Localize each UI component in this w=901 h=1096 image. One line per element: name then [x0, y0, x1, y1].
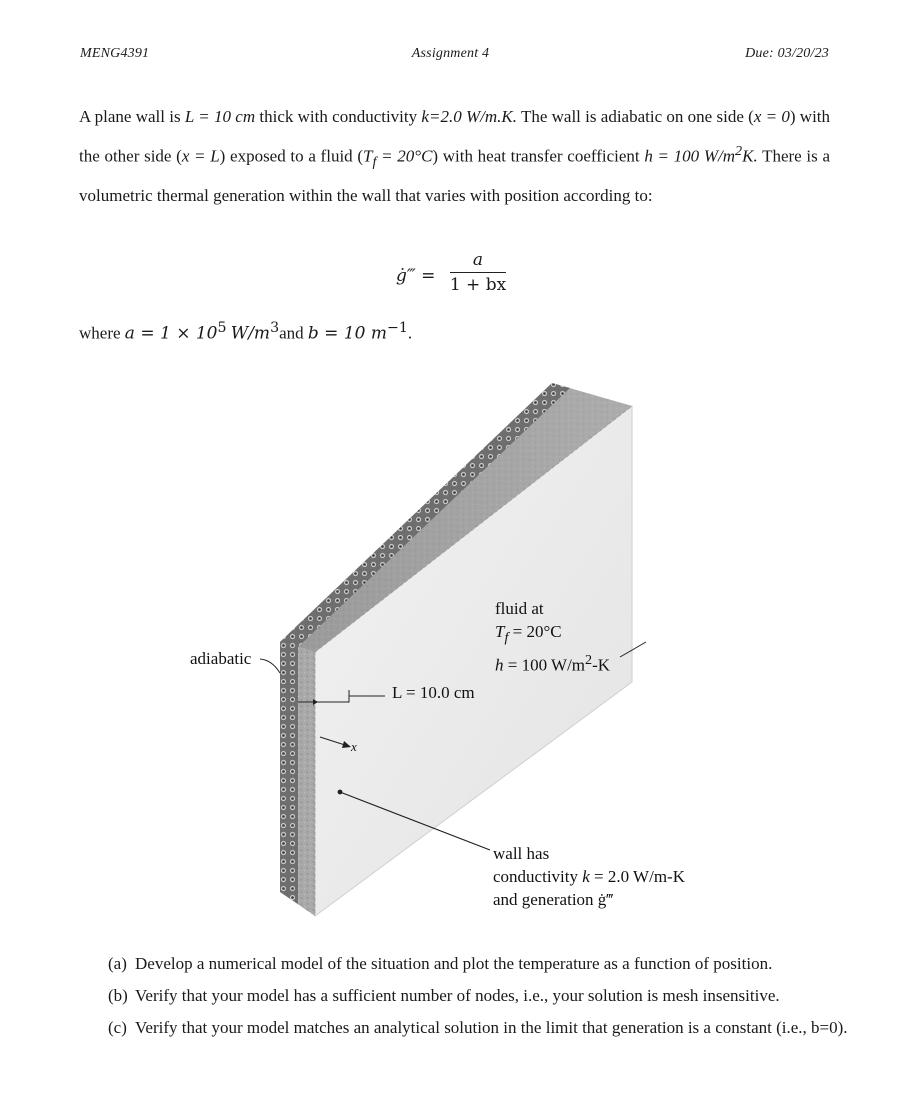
x-label: x: [351, 739, 357, 754]
adiabatic-strip-side: [280, 642, 298, 904]
adiabatic-leader: [260, 659, 280, 673]
equation-numerator: a: [472, 250, 484, 270]
fluid-label: fluid at $T_f = 20^\circ C$ h = 100 $W/m^2-K$: [495, 599, 611, 676]
wall-figure: [180, 380, 740, 920]
list-item: (a) Develop a numerical model of the situation and plot the temperature as a function of position.: [108, 954, 773, 973]
list-item: (c) Verify that your model matches an analytical solution in the limit that generation is a constant (i.e., b=0).: [108, 1018, 848, 1037]
assignment-title: Assignment 4: [411, 46, 490, 61]
equation-denominator: 1 + bx: [449, 275, 507, 295]
equation-fraction: [448, 248, 508, 297]
thickness-label: L = 10.0 cm: [392, 683, 475, 702]
question-list: [108, 948, 848, 1044]
generation-equation: [0, 248, 901, 308]
list-item: (b) Verify that your model has a sufficient number of nodes, i.e., your solution is mesh insensitive.: [108, 986, 780, 1005]
adiabatic-label: adiabatic: [190, 649, 252, 668]
constants-definition: where $a = 1 \times 10^5$ $W/m^3and$ b = 10 $m^{-1}$.: [79, 320, 413, 344]
course-code: MENG4391: [80, 46, 150, 61]
wall-illustration: [180, 380, 740, 920]
equation-lhs: ġ‴ =: [396, 266, 436, 286]
problem-statement: A plane wall is L = 10 cm thick with conductivity k=2.0 W/m.K. The wall is adiabatic on one side (x = 0) with the other side (x = L) exposed to a fluid $(T_f = 20^\circ C)$ with heat transfer coefficient h = 100 $W/m^2K$. There is a volumetric thermal generation within the wall that varies with position according to:: [79, 107, 831, 206]
wall-label: wall has conductivity k = 2.0 W/m-K and generation ġ‴: [493, 844, 685, 909]
due-date: Due: 03/20/23: [745, 46, 829, 61]
